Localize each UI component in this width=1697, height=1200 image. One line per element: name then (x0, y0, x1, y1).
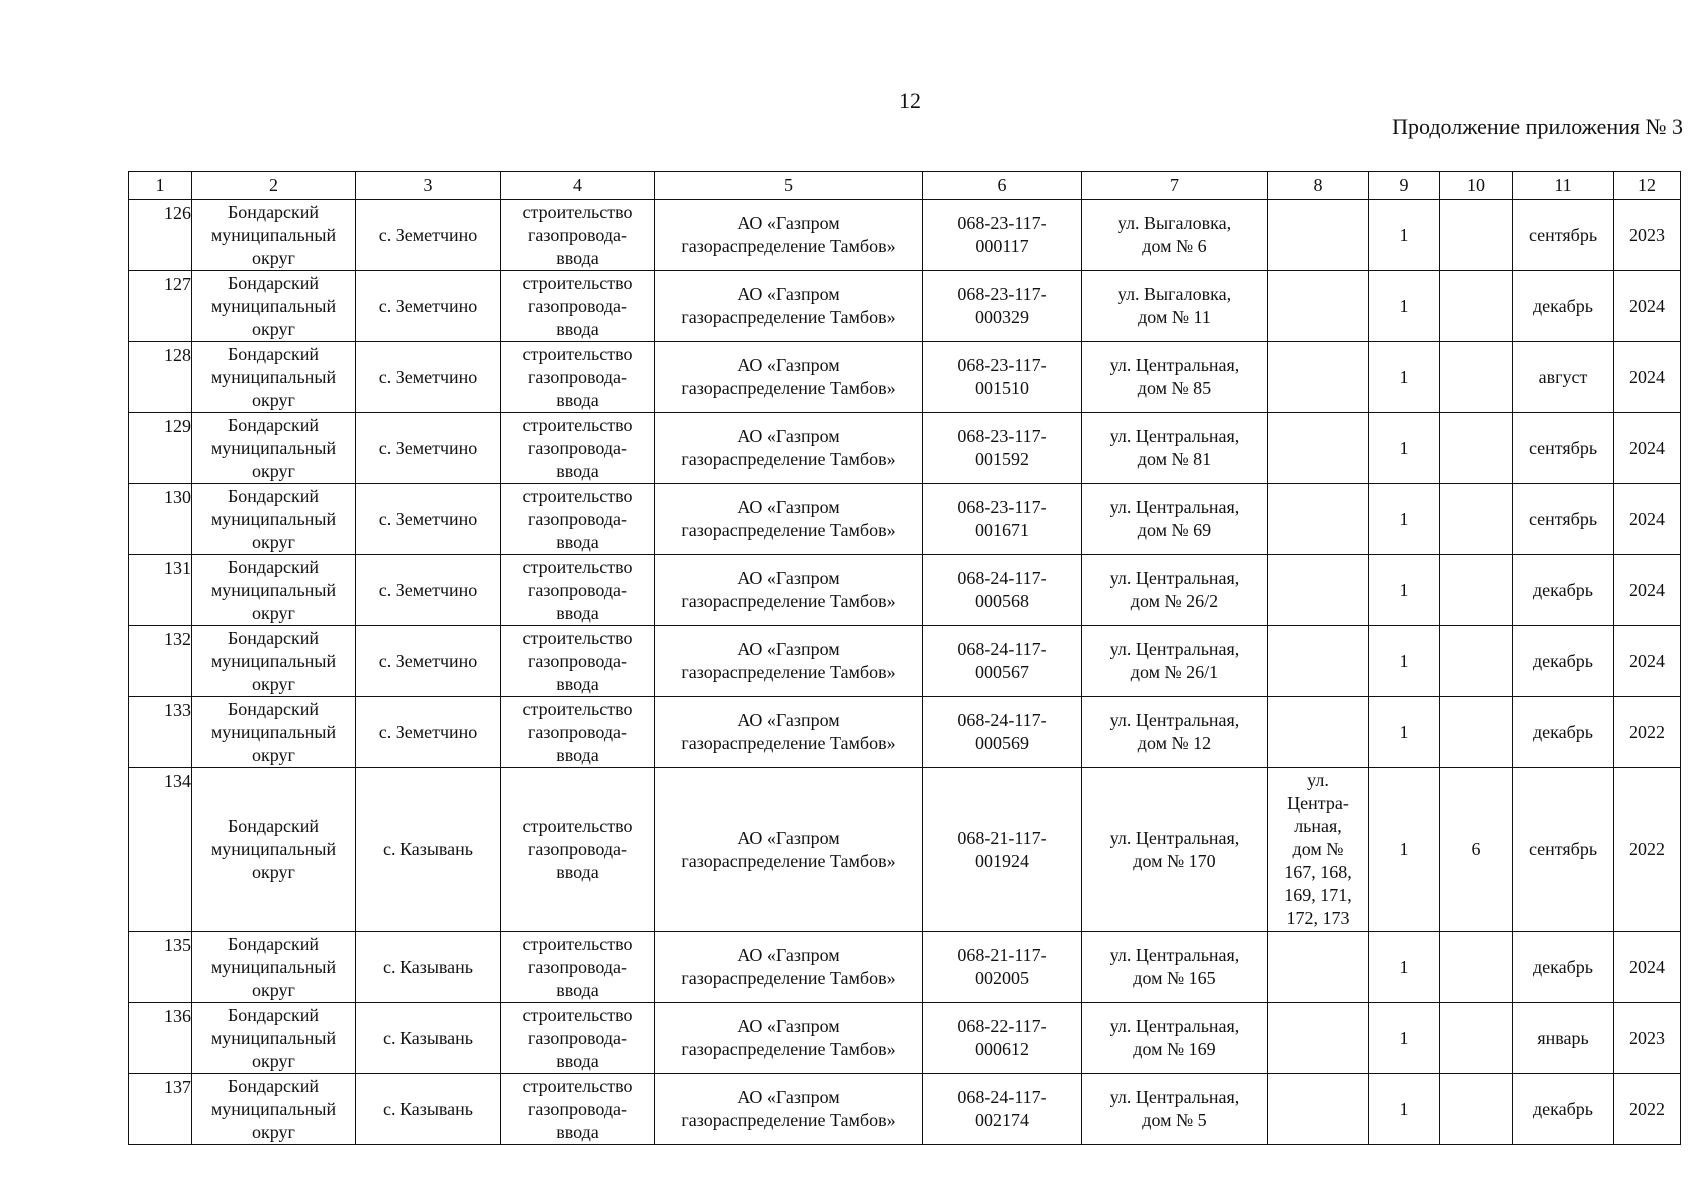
application-number-cell (923, 1003, 1082, 1074)
year-cell-text: 2024 (1629, 295, 1665, 316)
settlement-cell-text: с. Земетчино (378, 295, 478, 316)
year-cell-text: 2024 (1629, 956, 1665, 977)
settlement-cell (356, 932, 501, 1003)
month-cell-text: сентябрь (1528, 224, 1598, 245)
organization-cell-text: АО «Газпром газораспределение Тамбов» (681, 497, 896, 540)
work-type-cell-text: строительство газопровода- ввода (522, 698, 633, 765)
address-cell (1082, 697, 1268, 768)
additional-addresses-cell (1268, 484, 1369, 555)
work-type-cell-text: строительство газопровода- ввода (522, 272, 633, 339)
application-number-cell (923, 768, 1082, 932)
table-row (129, 200, 1681, 271)
column-header-9: 9 (1369, 172, 1440, 200)
count-cell (1369, 697, 1440, 768)
year-cell-text: 2022 (1629, 839, 1665, 859)
work-type-cell (501, 484, 655, 555)
count-cell-text: 1 (1399, 1027, 1409, 1048)
organization-cell (655, 342, 923, 413)
gas-connection-table (128, 171, 1681, 1145)
work-type-cell-text: строительство газопровода- ввода (522, 1075, 633, 1142)
month-cell-text: декабрь (1533, 579, 1593, 600)
address-cell (1082, 200, 1268, 271)
application-number-cell (923, 342, 1082, 413)
table-row (129, 1074, 1681, 1145)
year-cell (1614, 484, 1681, 555)
month-cell-text: декабрь (1533, 295, 1593, 316)
application-number-cell-text: 068-23-117- 000329 (957, 284, 1047, 327)
year-cell (1614, 413, 1681, 484)
table-row (129, 626, 1681, 697)
district-cell (192, 932, 356, 1003)
address-cell (1082, 932, 1268, 1003)
address-cell-text: ул. Выгаловка, дом № 11 (1117, 284, 1232, 327)
month-cell (1513, 697, 1614, 768)
additional-addresses-cell (1268, 768, 1369, 932)
table-row (129, 342, 1681, 413)
application-number-cell-text: 068-21-117- 002005 (957, 945, 1047, 988)
application-number-cell (923, 932, 1082, 1003)
organization-cell-text: АО «Газпром газораспределение Тамбов» (681, 1087, 896, 1130)
application-number-cell (923, 200, 1082, 271)
settlement-cell-text: с. Казывань (382, 1027, 474, 1048)
year-cell (1614, 1074, 1681, 1145)
month-cell-text: январь (1537, 1027, 1589, 1048)
row-number (129, 342, 192, 413)
row-number (129, 626, 192, 697)
count-cell (1369, 626, 1440, 697)
column-header-2: 2 (192, 172, 356, 200)
column-header-3: 3 (356, 172, 501, 200)
additional-addresses-cell (1268, 932, 1369, 1003)
settlement-cell-text: с. Земетчино (378, 508, 478, 529)
count-cell-text: 1 (1399, 579, 1409, 600)
district-cell-text: Бондарский муниципальный округ (210, 698, 337, 765)
work-type-cell (501, 271, 655, 342)
organization-cell-text: АО «Газпром газораспределение Тамбов» (681, 426, 896, 469)
row-number (129, 555, 192, 626)
table-row (129, 768, 1681, 932)
district-cell (192, 626, 356, 697)
organization-cell-text: АО «Газпром газораспределение Тамбов» (681, 945, 896, 988)
month-cell (1513, 271, 1614, 342)
year-cell (1614, 768, 1681, 932)
address-cell-text: ул. Центральная, дом № 12 (1109, 710, 1240, 753)
extra-count-cell (1440, 413, 1513, 484)
column-header-4: 4 (501, 172, 655, 200)
year-cell (1614, 555, 1681, 626)
month-cell (1513, 768, 1614, 932)
month-cell-text: сентябрь (1528, 437, 1598, 458)
row-number-text: 131 (164, 558, 191, 578)
settlement-cell-text: с. Земетчино (378, 366, 478, 387)
settlement-cell (356, 626, 501, 697)
row-number-text: 135 (164, 935, 191, 955)
count-cell-text: 1 (1399, 366, 1409, 387)
column-header-11: 11 (1513, 172, 1614, 200)
table-row (129, 484, 1681, 555)
district-cell-text: Бондарский муниципальный округ (210, 201, 337, 268)
address-cell (1082, 555, 1268, 626)
month-cell (1513, 1074, 1614, 1145)
month-cell (1513, 555, 1614, 626)
column-header-12: 12 (1614, 172, 1681, 200)
month-cell (1513, 200, 1614, 271)
extra-count-cell (1440, 932, 1513, 1003)
address-cell (1082, 1074, 1268, 1145)
year-cell-text: 2024 (1629, 579, 1665, 600)
address-cell (1082, 1003, 1268, 1074)
additional-addresses-cell (1268, 626, 1369, 697)
count-cell-text: 1 (1399, 508, 1409, 529)
address-cell-text: ул. Центральная, дом № 26/2 (1109, 568, 1240, 611)
application-number-cell-text: 068-24-117- 002174 (957, 1087, 1047, 1130)
count-cell (1369, 342, 1440, 413)
organization-cell (655, 626, 923, 697)
address-cell-text: ул. Центральная, дом № 5 (1109, 1087, 1240, 1130)
row-number (129, 1003, 192, 1074)
address-cell-text: ул. Центральная, дом № 85 (1109, 355, 1240, 398)
month-cell (1513, 484, 1614, 555)
organization-cell-text: АО «Газпром газораспределение Тамбов» (681, 568, 896, 611)
year-cell-text: 2024 (1629, 366, 1665, 387)
address-cell (1082, 413, 1268, 484)
appendix-continuation-note: Продолжение приложения № 3 (1392, 114, 1683, 139)
organization-cell-text: АО «Газпром газораспределение Тамбов» (681, 213, 896, 256)
settlement-cell (356, 413, 501, 484)
work-type-cell-text: строительство газопровода- ввода (522, 485, 633, 552)
application-number-cell-text: 068-24-117- 000569 (957, 710, 1047, 753)
count-cell (1369, 200, 1440, 271)
row-number-text: 133 (164, 700, 191, 720)
district-cell (192, 484, 356, 555)
application-number-cell (923, 626, 1082, 697)
application-number-cell (923, 697, 1082, 768)
settlement-cell-text: с. Земетчино (378, 650, 478, 671)
organization-cell-text: АО «Газпром газораспределение Тамбов» (681, 827, 896, 871)
address-cell (1082, 271, 1268, 342)
table-row (129, 697, 1681, 768)
extra-count-cell (1440, 1003, 1513, 1074)
work-type-cell-text: строительство газопровода- ввода (522, 201, 633, 268)
count-cell (1369, 413, 1440, 484)
settlement-cell-text: с. Земетчино (378, 224, 478, 245)
extra-count-cell (1440, 342, 1513, 413)
extra-count-cell (1440, 768, 1513, 932)
row-number-text: 129 (164, 416, 191, 436)
application-number-cell-text: 068-23-117- 001510 (957, 355, 1047, 398)
address-cell-text: ул. Центральная, дом № 69 (1109, 497, 1240, 540)
work-type-cell-text: строительство газопровода- ввода (522, 816, 633, 882)
work-type-cell-text: строительство газопровода- ввода (522, 343, 633, 410)
row-number-text: 136 (164, 1006, 191, 1026)
year-cell-text: 2022 (1629, 1098, 1665, 1119)
extra-count-cell (1440, 626, 1513, 697)
row-number (129, 697, 192, 768)
month-cell-text: август (1538, 366, 1588, 387)
year-cell-text: 2022 (1629, 721, 1665, 742)
address-cell-text: ул. Центральная, дом № 81 (1109, 426, 1240, 469)
count-cell (1369, 271, 1440, 342)
count-cell (1369, 768, 1440, 932)
month-cell-text: декабрь (1533, 650, 1593, 671)
settlement-cell (356, 555, 501, 626)
organization-cell-text: АО «Газпром газораспределение Тамбов» (681, 1016, 896, 1059)
address-cell-text: ул. Центральная, дом № 165 (1109, 945, 1240, 988)
district-cell-text: Бондарский муниципальный округ (210, 1075, 337, 1142)
row-number-text: 137 (164, 1077, 191, 1097)
year-cell (1614, 200, 1681, 271)
work-type-cell (501, 555, 655, 626)
organization-cell (655, 413, 923, 484)
additional-addresses-cell (1268, 697, 1369, 768)
district-cell (192, 342, 356, 413)
count-cell-text: 1 (1399, 224, 1409, 245)
district-cell-text: Бондарский муниципальный округ (210, 343, 337, 410)
month-cell-text: сентябрь (1528, 508, 1598, 529)
settlement-cell-text: с. Земетчино (378, 437, 478, 458)
month-cell (1513, 932, 1614, 1003)
work-type-cell (501, 413, 655, 484)
organization-cell (655, 555, 923, 626)
settlement-cell-text: с. Казывань (382, 1098, 474, 1119)
district-cell (192, 271, 356, 342)
organization-cell (655, 768, 923, 932)
additional-addresses-cell (1268, 271, 1369, 342)
work-type-cell (501, 768, 655, 932)
count-cell (1369, 555, 1440, 626)
year-cell-text: 2023 (1629, 1027, 1665, 1048)
extra-count-cell (1440, 555, 1513, 626)
work-type-cell (501, 200, 655, 271)
application-number-cell-text: 068-22-117- 000612 (957, 1016, 1047, 1059)
year-cell (1614, 342, 1681, 413)
district-cell (192, 697, 356, 768)
district-cell (192, 413, 356, 484)
application-number-cell-text: 068-23-117- 001671 (957, 497, 1047, 540)
district-cell-text: Бондарский муниципальный округ (210, 1004, 337, 1071)
additional-addresses-cell (1268, 342, 1369, 413)
year-cell-text: 2024 (1629, 508, 1665, 529)
address-cell (1082, 768, 1268, 932)
application-number-cell (923, 484, 1082, 555)
district-cell (192, 555, 356, 626)
application-number-cell-text: 068-21-117- 001924 (957, 827, 1047, 871)
table-row (129, 1003, 1681, 1074)
district-cell-text: Бондарский муниципальный округ (210, 485, 337, 552)
additional-addresses-cell (1268, 1074, 1369, 1145)
extra-count-cell (1440, 200, 1513, 271)
row-number (129, 200, 192, 271)
work-type-cell (501, 342, 655, 413)
year-cell (1614, 932, 1681, 1003)
count-cell-text: 1 (1399, 956, 1409, 977)
year-cell-text: 2023 (1629, 224, 1665, 245)
settlement-cell (356, 342, 501, 413)
organization-cell (655, 271, 923, 342)
row-number (129, 932, 192, 1003)
month-cell (1513, 626, 1614, 697)
additional-addresses-cell (1268, 555, 1369, 626)
work-type-cell (501, 626, 655, 697)
count-cell (1369, 932, 1440, 1003)
application-number-cell (923, 1074, 1082, 1145)
column-header-10: 10 (1440, 172, 1513, 200)
column-header-7: 7 (1082, 172, 1268, 200)
extra-count-cell (1440, 271, 1513, 342)
settlement-cell-text: с. Казывань (382, 839, 474, 859)
row-number (129, 1074, 192, 1145)
address-cell-text: ул. Центральная, дом № 169 (1109, 1016, 1240, 1059)
settlement-cell (356, 1074, 501, 1145)
extra-count-cell (1440, 1074, 1513, 1145)
application-number-cell-text: 068-24-117- 000567 (957, 639, 1047, 682)
organization-cell (655, 1074, 923, 1145)
row-number (129, 768, 192, 932)
count-cell-text: 1 (1399, 1098, 1409, 1119)
district-cell (192, 768, 356, 932)
district-cell-text: Бондарский муниципальный округ (210, 816, 337, 882)
count-cell (1369, 484, 1440, 555)
column-header-6: 6 (923, 172, 1082, 200)
month-cell-text: декабрь (1533, 721, 1593, 742)
address-cell-text: ул. Центральная, дом № 170 (1109, 827, 1240, 871)
row-number (129, 271, 192, 342)
row-number-text: 128 (164, 345, 191, 365)
district-cell-text: Бондарский муниципальный округ (210, 414, 337, 481)
month-cell-text: сентябрь (1528, 839, 1598, 859)
address-cell (1082, 626, 1268, 697)
work-type-cell (501, 1074, 655, 1145)
settlement-cell (356, 697, 501, 768)
count-cell-text: 1 (1399, 839, 1409, 859)
count-cell-text: 1 (1399, 650, 1409, 671)
work-type-cell-text: строительство газопровода- ввода (522, 933, 633, 1000)
row-number-text: 127 (164, 274, 191, 294)
work-type-cell-text: строительство газопровода- ввода (522, 627, 633, 694)
address-cell (1082, 484, 1268, 555)
count-cell (1369, 1003, 1440, 1074)
count-cell-text: 1 (1399, 721, 1409, 742)
district-cell-text: Бондарский муниципальный округ (210, 933, 337, 1000)
settlement-cell (356, 271, 501, 342)
application-number-cell-text: 068-23-117- 001592 (957, 426, 1047, 469)
application-number-cell (923, 413, 1082, 484)
organization-cell-text: АО «Газпром газораспределение Тамбов» (681, 284, 896, 327)
year-cell (1614, 271, 1681, 342)
organization-cell (655, 697, 923, 768)
application-number-cell (923, 271, 1082, 342)
page-number: 12 (899, 88, 921, 113)
district-cell-text: Бондарский муниципальный округ (210, 556, 337, 623)
work-type-cell (501, 697, 655, 768)
address-cell-text: ул. Выгаловка, дом № 6 (1117, 213, 1232, 256)
extra-count-cell (1440, 484, 1513, 555)
application-number-cell (923, 555, 1082, 626)
column-header-5: 5 (655, 172, 923, 200)
column-header-8: 8 (1268, 172, 1369, 200)
row-number-text: 132 (164, 629, 191, 649)
settlement-cell-text: с. Казывань (382, 956, 474, 977)
work-type-cell-text: строительство газопровода- ввода (522, 414, 633, 481)
district-cell-text: Бондарский муниципальный округ (210, 272, 337, 339)
work-type-cell-text: строительство газопровода- ввода (522, 556, 633, 623)
work-type-cell-text: строительство газопровода- ввода (522, 1004, 633, 1071)
settlement-cell-text: с. Земетчино (378, 579, 478, 600)
settlement-cell (356, 768, 501, 932)
year-cell (1614, 626, 1681, 697)
column-header-1: 1 (129, 172, 192, 200)
organization-cell (655, 1003, 923, 1074)
organization-cell-text: АО «Газпром газораспределение Тамбов» (681, 355, 896, 398)
table-row (129, 413, 1681, 484)
table-row (129, 555, 1681, 626)
count-cell-text: 1 (1399, 295, 1409, 316)
application-number-cell-text: 068-24-117- 000568 (957, 568, 1047, 611)
organization-cell (655, 484, 923, 555)
settlement-cell (356, 484, 501, 555)
month-cell (1513, 1003, 1614, 1074)
row-number-text: 134 (164, 771, 191, 791)
address-cell (1082, 342, 1268, 413)
year-cell-text: 2024 (1629, 437, 1665, 458)
additional-addresses-cell (1268, 413, 1369, 484)
application-number-cell-text: 068-23-117- 000117 (957, 213, 1047, 256)
organization-cell-text: АО «Газпром газораспределение Тамбов» (681, 710, 896, 753)
table-row (129, 271, 1681, 342)
count-cell-text: 1 (1399, 437, 1409, 458)
year-cell-text: 2024 (1629, 650, 1665, 671)
year-cell (1614, 697, 1681, 768)
settlement-cell-text: с. Земетчино (378, 721, 478, 742)
district-cell (192, 1003, 356, 1074)
month-cell-text: декабрь (1533, 956, 1593, 977)
row-number (129, 413, 192, 484)
district-cell (192, 1074, 356, 1145)
row-number (129, 484, 192, 555)
work-type-cell (501, 1003, 655, 1074)
row-number-text: 130 (164, 487, 191, 507)
additional-addresses-cell-text: ул. Центра- льная, дом № 167, 168, 169, 171, 172, 173 (1284, 770, 1352, 928)
table-row (129, 932, 1681, 1003)
additional-addresses-cell (1268, 1003, 1369, 1074)
settlement-cell (356, 1003, 501, 1074)
month-cell (1513, 413, 1614, 484)
row-number-text: 126 (164, 203, 191, 223)
additional-addresses-cell (1268, 200, 1369, 271)
column-number-header-row (129, 172, 1681, 200)
organization-cell (655, 200, 923, 271)
extra-count-cell (1440, 697, 1513, 768)
work-type-cell (501, 932, 655, 1003)
month-cell (1513, 342, 1614, 413)
table-body (129, 200, 1681, 1145)
year-cell (1614, 1003, 1681, 1074)
organization-cell (655, 932, 923, 1003)
extra-count-cell-text: 6 (1471, 839, 1481, 859)
organization-cell-text: АО «Газпром газораспределение Тамбов» (681, 639, 896, 682)
district-cell (192, 200, 356, 271)
settlement-cell (356, 200, 501, 271)
month-cell-text: декабрь (1533, 1098, 1593, 1119)
address-cell-text: ул. Центральная, дом № 26/1 (1109, 639, 1240, 682)
district-cell-text: Бондарский муниципальный округ (210, 627, 337, 694)
count-cell (1369, 1074, 1440, 1145)
